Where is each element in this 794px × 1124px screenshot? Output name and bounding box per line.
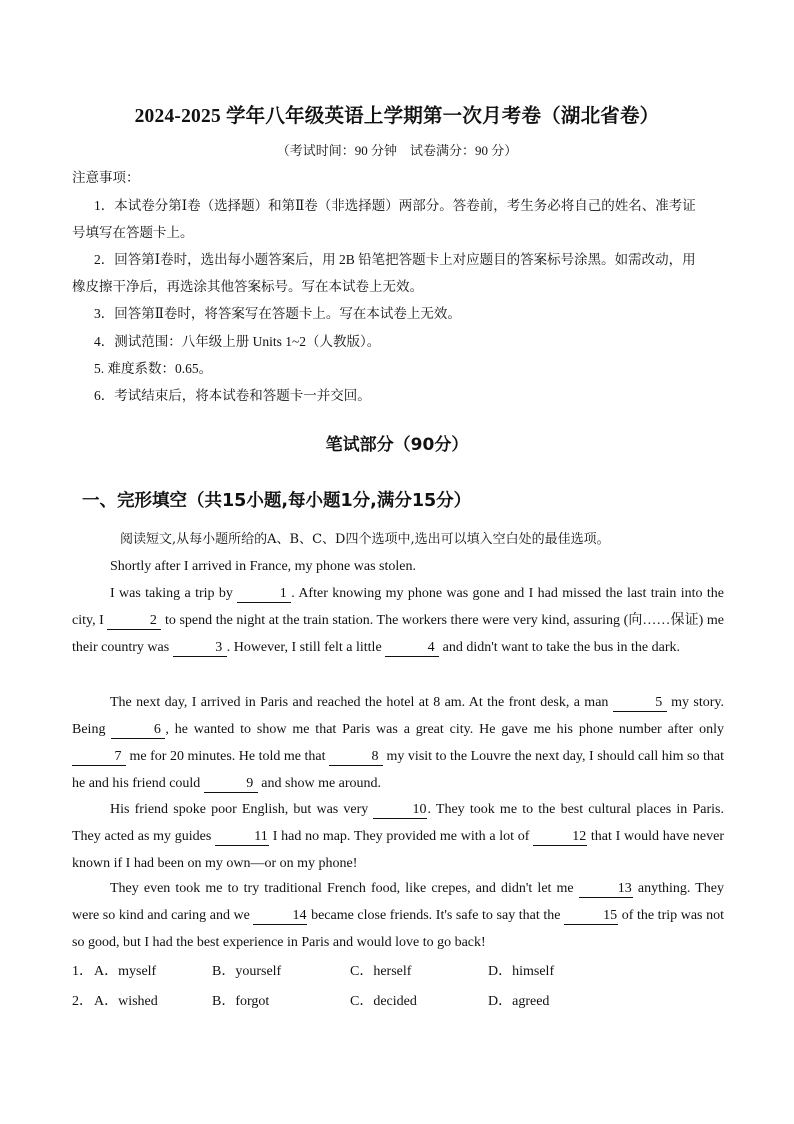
passage-text: anything. They were so kind and caring and we xyxy=(72,881,724,923)
answer-blank[interactable]: 4 xyxy=(385,639,439,657)
answer-blank[interactable]: 9 xyxy=(204,775,258,793)
passage-text: . After knowing my phone was gone and I had missed the last train into the city, I xyxy=(72,586,724,628)
note-line: 3．回答第Ⅱ卷时，将答案写在答题卡上。写在本试卷上无效。 xyxy=(94,306,461,321)
answer-blank[interactable]: 5 xyxy=(613,694,667,712)
passage-text: and show me around. xyxy=(257,776,382,791)
option-b[interactable]: B．yourself xyxy=(212,964,282,979)
answer-blank[interactable]: 10 xyxy=(373,801,427,819)
answer-blank[interactable]: 3 xyxy=(173,639,227,657)
answer-blank[interactable]: 14 xyxy=(253,907,307,925)
note-line: 橡皮擦干净后，再选涂其他答案标号。写在本试卷上无效。 xyxy=(72,279,423,294)
passage-text: , he wanted to show me that Paris was a great city. He gave me his phone number after only xyxy=(165,722,724,737)
page-title: 2024-2025 学年八年级英语上学期第一次月考卷（湖北省卷） xyxy=(134,106,660,127)
paragraph-4 xyxy=(72,875,724,956)
option-a[interactable]: A．wished xyxy=(94,994,158,1009)
option-c[interactable]: C．decided xyxy=(350,994,417,1009)
question-number: 1． xyxy=(72,964,93,979)
paragraph-1 xyxy=(72,580,724,661)
passage-text: I was taking a trip by xyxy=(110,586,238,601)
answer-blank[interactable]: 7 xyxy=(72,748,126,766)
passage-text: me for 20 minutes. He told me that xyxy=(126,749,330,764)
question-number: 2． xyxy=(72,994,93,1009)
passage-intro: Shortly after I arrived in France, my phone was stolen. xyxy=(110,559,416,574)
option-c[interactable]: C．herself xyxy=(350,964,412,979)
passage-text: The next day, I arrived in Paris and reached the hotel at 8 am. At the front desk, a man xyxy=(110,695,613,710)
passage-text: my story. Being xyxy=(72,695,724,737)
option-a[interactable]: A．myself xyxy=(94,964,157,979)
passage-text: I had no map. They provided me with a lot of xyxy=(269,829,534,844)
exam-info: （考试时间：90 分钟 试卷满分：90 分） xyxy=(276,143,518,158)
note-line: 2．回答第Ⅰ卷时，选出每小题答案后，用 2B 铅笔把答题卡上对应题目的答案标号涂黑。如需改动，用 xyxy=(94,252,696,267)
passage-text: became close friends. It's safe to say that the xyxy=(307,908,565,923)
passage-text: of the trip was not so good, but I had the best experience in Paris and would love to go back! xyxy=(72,908,724,950)
note-line: 5. 难度系数：0.65。 xyxy=(94,361,213,376)
answer-blank[interactable]: 8 xyxy=(329,748,383,766)
passage-text: His friend spoke poor English, but was very xyxy=(110,802,374,817)
passage-text: that I would have never known if I had been on my own—or on my phone! xyxy=(72,829,724,871)
passage-text: and didn't want to take the bus in the dark. xyxy=(439,640,681,655)
option-d[interactable]: D．agreed xyxy=(488,994,550,1009)
passage-text: . They took me to the best cultural places in Paris. They acted as my guides xyxy=(72,802,724,844)
passage-text: . However, I still felt a little xyxy=(226,640,386,655)
note-line: 4．测试范围：八年级上册 Units 1~2（人教版）。 xyxy=(94,334,381,349)
passage-text: They even took me to try traditional French food, like crepes, and didn't let me xyxy=(110,881,579,896)
option-d[interactable]: D．himself xyxy=(488,964,555,979)
option-b[interactable]: B．forgot xyxy=(212,994,270,1009)
section-title: 笔试部分（90分） xyxy=(325,435,469,455)
answer-blank[interactable]: 15 xyxy=(564,907,618,925)
answer-blank[interactable]: 6 xyxy=(111,721,165,739)
note-line: 6．考试结束后，将本试卷和答题卡一并交回。 xyxy=(94,388,371,403)
answer-blank[interactable]: 11 xyxy=(215,828,269,846)
note-line: 号填写在答题卡上。 xyxy=(72,225,194,240)
passage-text: to spend the night at the train station. The workers there were very kind, assuring (向……保证) me their country was xyxy=(72,613,724,655)
notes-heading: 注意事项： xyxy=(72,170,140,185)
paragraph-2 xyxy=(72,689,724,797)
paragraph-3 xyxy=(72,796,724,877)
answer-blank[interactable]: 2 xyxy=(107,612,161,630)
note-line: 1．本试卷分第Ⅰ卷（选择题）和第Ⅱ卷（非选择题）两部分。答卷前，考生务必将自己的姓名、准考证 xyxy=(94,198,696,213)
instruction: 阅读短文,从每小题所给的A、B、C、D四个选项中,选出可以填入空白处的最佳选项。 xyxy=(120,532,610,547)
passage-text: my visit to the Louvre the next day, I should call him so that he and his friend could xyxy=(72,749,724,791)
answer-blank[interactable]: 12 xyxy=(533,828,587,846)
part-title: 一、完形填空（共15小题,每小题1分,满分15分） xyxy=(82,491,472,511)
answer-blank[interactable]: 1 xyxy=(237,585,291,603)
answer-blank[interactable]: 13 xyxy=(579,880,633,898)
